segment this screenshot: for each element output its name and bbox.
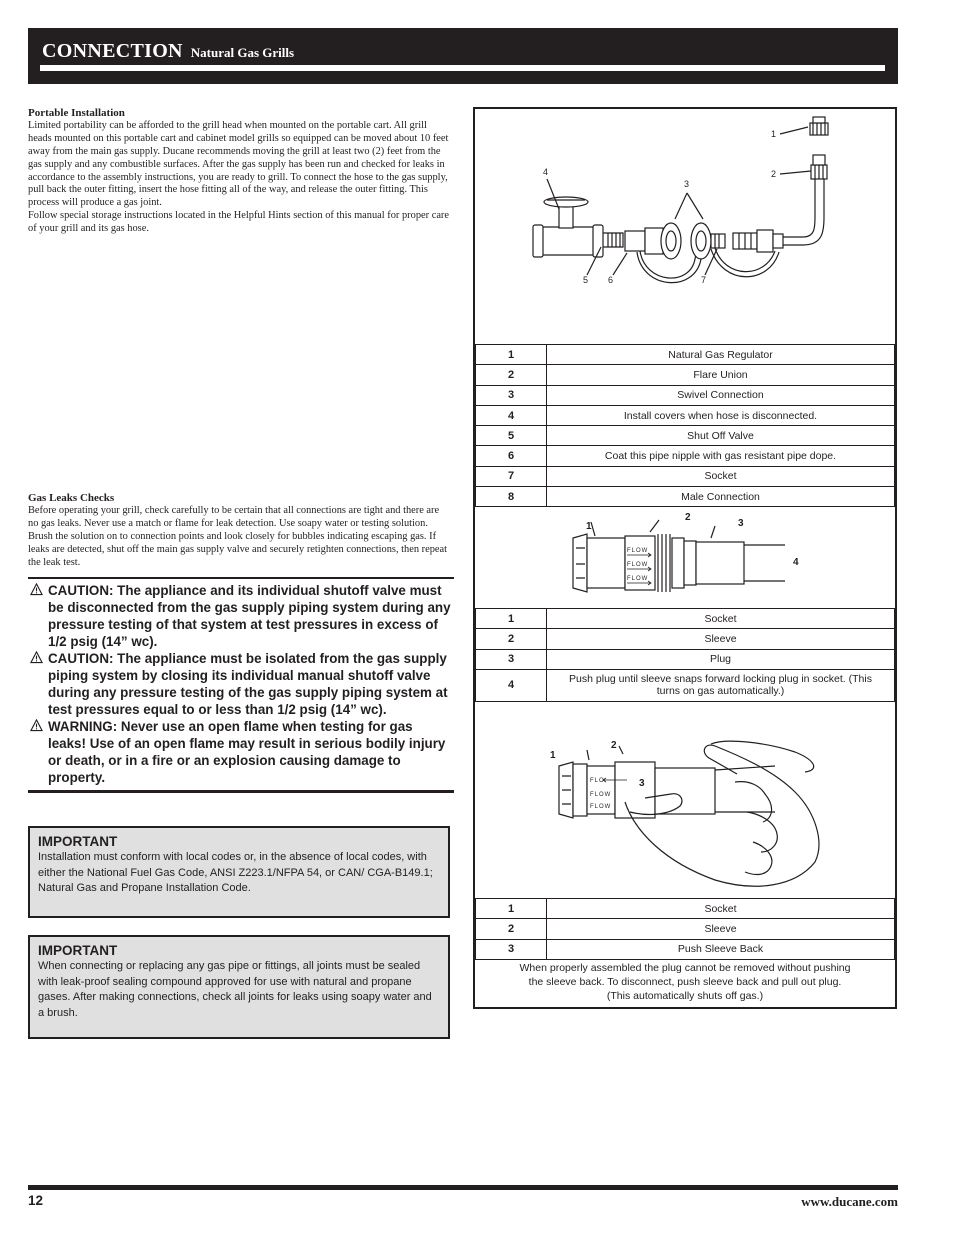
table-row: 3 Swivel Connection (476, 385, 895, 405)
table-row: 2 Sleeve (476, 919, 895, 939)
warning-triangle-icon (30, 651, 43, 664)
callout-6: 6 (608, 275, 614, 285)
page-header (28, 28, 898, 84)
flow-label: FLOW (590, 804, 612, 810)
portable-installation-paragraph: Limited portability can be afforded to the grill head when mounted on the portable cart. All grill heads mounted on this portable cart and cabinet model grills so equipped can be moved about 10 feet away from the main gas supply. Ducane recommends moving the grill at least two (2) feet from the gas supply and any combustible surfaces. After the gas supply has been run and checked for leaks in accordance to the assembly instructions, you are ready to grill. To connect the hose to the gas supply, pull back the outer fitting, insert the hose fitting all of the way, and release the outer fitting. This process will produce a gas joint. (28, 119, 449, 209)
flow-label: FLOW (590, 792, 612, 798)
important-box-codes (28, 826, 450, 918)
flow-label: FLO (590, 778, 605, 784)
important-heading: IMPORTANT (38, 834, 118, 849)
warnings-block (28, 577, 454, 793)
disconnect-note: When properly assembled the plug cannot be removed without pushing the sleeve back. To disconnect, push sleeve back and pull out plug. (This automatically shuts off gas.) (519, 962, 851, 1002)
table-row: 7 Socket (476, 466, 895, 486)
flow-label: FLOW (627, 576, 649, 582)
parts-table-2 (475, 608, 895, 702)
callout-7: 7 (701, 275, 707, 285)
important-heading: IMPORTANT (38, 943, 118, 958)
socket-plug-diagram (475, 508, 895, 608)
warning-text: WARNING: Never use an open flame when testing for gas leaks! Use of an open flame may result in serious bodily injury or death, or in a fire or an explosion causing damage to property. (48, 719, 446, 785)
callout-1: 1 (586, 521, 592, 532)
section-subtitle: Natural Gas Grills (190, 45, 295, 60)
gas-leaks-paragraph: Before operating your grill, check carefully to be certain that all connections are tight and there are no gas leaks. Never use a match or flame for leak detection. Use soapy water or testing solution. Brush the solution on to connection points and look closely for bubbles indicating escaping gas. If leaks are detected, shut off the main gas supply valve and securely retighten connections, then repeat the leak test. (28, 504, 448, 568)
warning-text: CAUTION: The appliance and its individual shutoff valve must be disconnected from the gas supply piping system during any pressure testing of that system at test pressures in excess of 1/2 psig (14” wc). (48, 583, 451, 649)
table-row: 2 Sleeve (476, 629, 895, 649)
storage-instructions-paragraph: Follow special storage instructions located in the Helpful Hints section of this manual for proper care of your grill and its gas hose. (28, 210, 449, 235)
warning-item (28, 718, 454, 786)
connection-diagram-panel (473, 107, 897, 1009)
table-row: 3 Plug (476, 649, 895, 669)
table-row: 2 Flare Union (476, 365, 895, 385)
section-title: CONNECTION (42, 40, 183, 62)
gas-leaks-section (28, 492, 452, 569)
warning-item (28, 650, 454, 718)
callout-1: 1 (771, 129, 777, 139)
flow-label: FLOW (627, 548, 649, 554)
callout-5: 5 (583, 275, 589, 285)
disconnect-hand-diagram (475, 702, 895, 898)
table-row: 8 Male Connection (476, 487, 895, 507)
callout-2: 2 (771, 169, 777, 179)
table-row: 1 Socket (476, 899, 895, 919)
flow-label: FLOW (627, 562, 649, 568)
portable-installation-section (28, 107, 452, 236)
important-text: When connecting or replacing any gas pipe or fittings, all joints must be sealed with leak-proof sealing compound approved for use with natural and propane gases. After making connections, check all joints for leaks using soapy water and a brush. (38, 960, 432, 1019)
important-box-sealing (28, 935, 450, 1039)
footer-rule (28, 1185, 898, 1190)
header-rule (40, 65, 885, 71)
gas-leaks-heading: Gas Leaks Checks (28, 492, 115, 504)
table-row: 1 Natural Gas Regulator (476, 345, 895, 365)
portable-installation-heading: Portable Installation (28, 107, 125, 119)
callout-4: 4 (543, 167, 549, 177)
website-link[interactable]: www.ducane.com (801, 1194, 898, 1209)
important-text: Installation must conform with local codes or, in the absence of local codes, with either the National Fuel Gas Code, ANSI Z223.1/NFPA 54, or CAN/ CGA-B149.1; Natural Gas and Propane Installation Code. (38, 851, 433, 894)
table-row: 4 Install covers when hose is disconnected. (476, 405, 895, 425)
hose-assembly-diagram (475, 109, 895, 344)
callout-4: 4 (793, 557, 799, 568)
parts-table-3 (475, 898, 895, 960)
callout-1: 1 (550, 750, 556, 761)
header-title-group (42, 40, 294, 63)
table-row: 5 Shut Off Valve (476, 426, 895, 446)
callout-3: 3 (639, 778, 645, 789)
table-row: 1 Socket (476, 609, 895, 629)
table-row: 4 Push plug until sleeve snaps forward locking plug in socket. (This turns on gas automatically.) (476, 669, 895, 701)
table-row: 3 Push Sleeve Back (476, 939, 895, 959)
table-row: 6 Coat this pipe nipple with gas resistant pipe dope. (476, 446, 895, 466)
warning-triangle-icon (30, 583, 43, 596)
warning-triangle-icon (30, 719, 43, 732)
warning-item (28, 582, 454, 650)
callout-2: 2 (685, 512, 691, 523)
warning-text: CAUTION: The appliance must be isolated from the gas supply piping system by closing its individual manual shutoff valve during any pressure testing of the gas supply piping system at test pressures equal to or less than 1/2 psig (14” wc). (48, 651, 448, 717)
callout-3: 3 (684, 179, 690, 189)
callout-2: 2 (611, 740, 617, 751)
parts-table-1 (475, 344, 895, 507)
callout-3: 3 (738, 518, 744, 529)
page-number: 12 (28, 1193, 44, 1208)
